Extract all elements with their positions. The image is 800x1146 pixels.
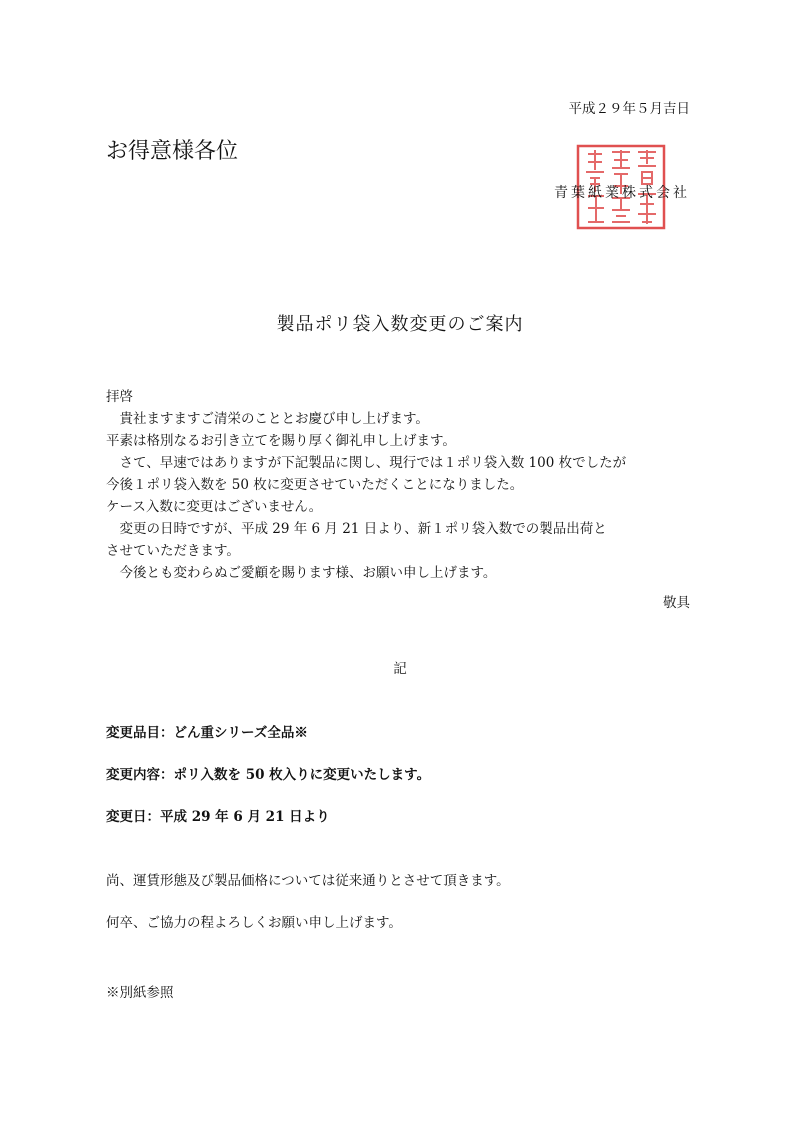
closing-salutation: 敬具 <box>663 595 690 611</box>
opening-salutation: 拝啓 <box>106 389 133 405</box>
note-line: 何卒、ご協力の程よろしくお願い申し上げます。 <box>106 915 402 931</box>
body-line: 今後とも変わらぬご愛顧を賜ります様、お願い申し上げます。 <box>106 565 497 581</box>
body-line: 今後１ポリ袋入数を 50 枚に変更させていただくことになりました。 <box>106 477 524 493</box>
body-line: 貴社ますますご清栄のこととお慶び申し上げます。 <box>106 411 429 427</box>
document-date: 平成２９年５月吉日 <box>568 101 690 117</box>
note-line: 尚、運賃形態及び製品価格については従来通りとさせて頂きます。 <box>106 873 510 889</box>
detail-item: 変更日：平成 29 年 6 月 21 日より <box>106 809 330 825</box>
body-line: ケース入数に変更はございません。 <box>106 499 323 515</box>
body-line: 平素は格別なるお引き立てを賜り厚く御礼申し上げます。 <box>106 433 456 449</box>
recipient-heading: お得意様各位 <box>106 139 239 164</box>
body-line: 変更の日時ですが、平成 29 年 6 月 21 日より、新１ポリ袋入数での製品出荷と <box>106 521 607 537</box>
company-name: 青葉紙業株式会社 <box>554 185 690 201</box>
detail-item: 変更品目：どん重シリーズ全品※ <box>106 725 308 741</box>
ki-marker: 記 <box>393 661 407 677</box>
reference-note: ※別紙参照 <box>106 985 174 1001</box>
body-line: さて、早速ではありますが下記製品に関し、現行では１ポリ袋入数 100 枚でしたが <box>106 455 627 471</box>
notice-title: 製品ポリ袋入数変更のご案内 <box>276 314 524 335</box>
detail-item: 変更内容：ポリ入数を 50 枚入りに変更いたします。 <box>106 767 431 783</box>
body-line: させていただきます。 <box>106 543 240 559</box>
